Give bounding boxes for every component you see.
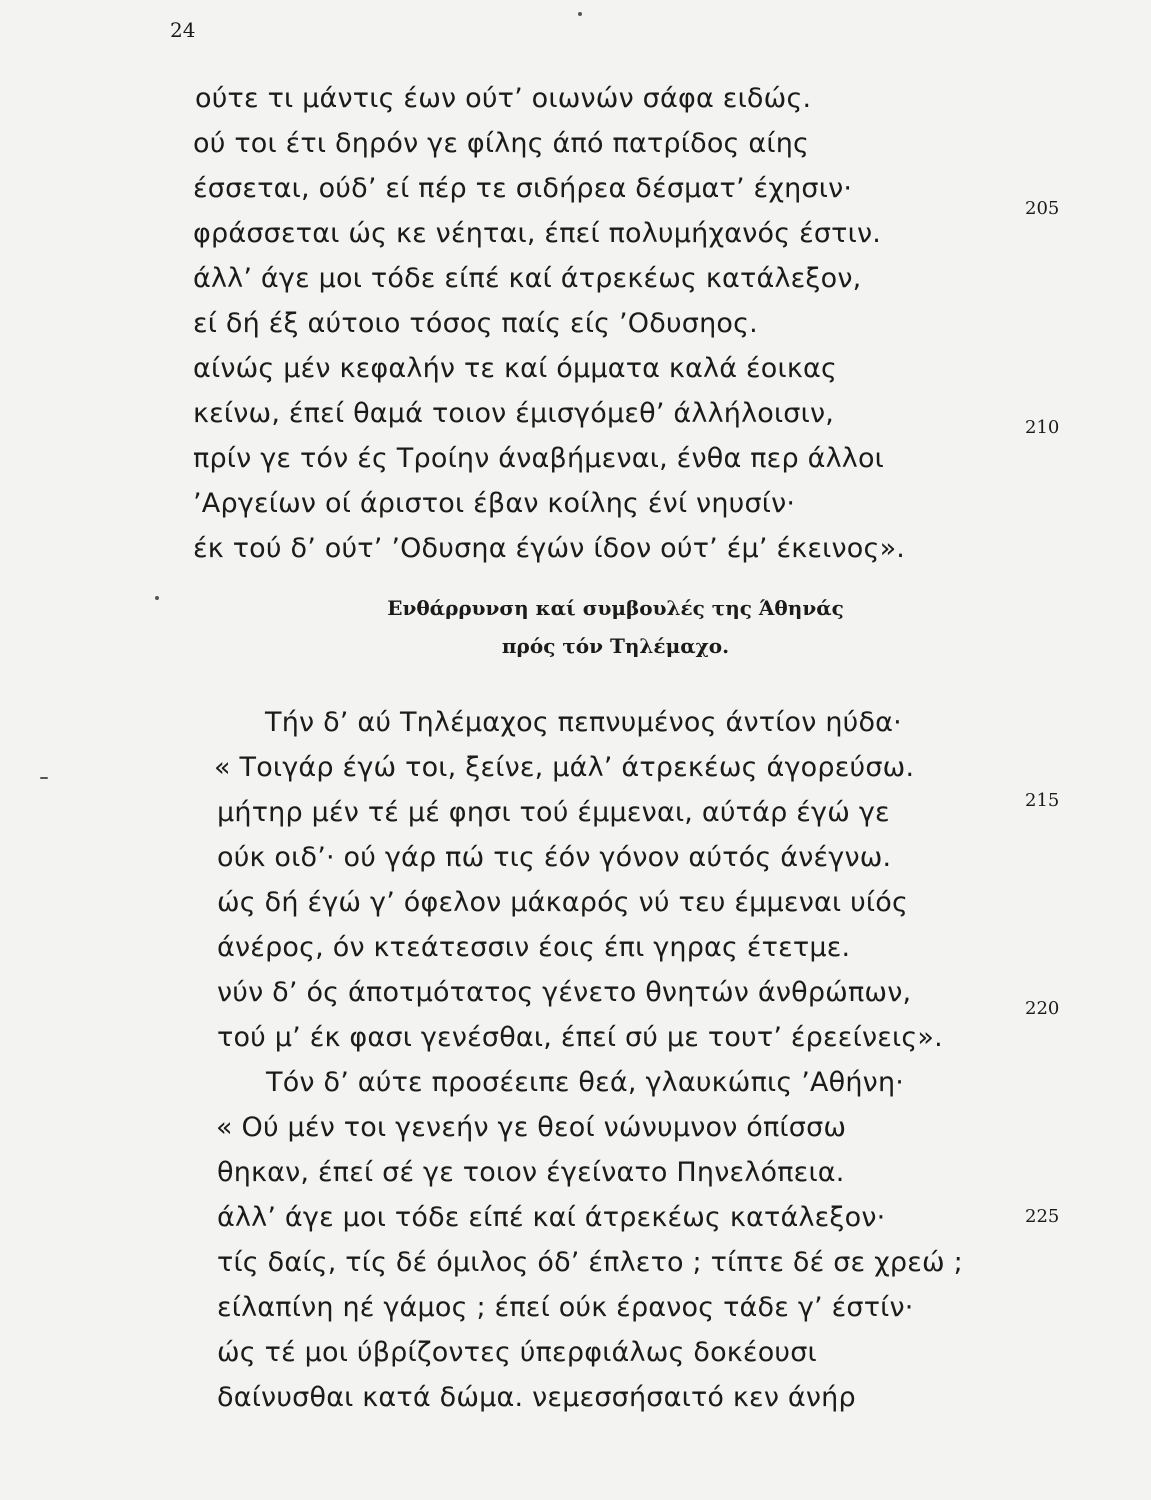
verse-line: άνέρος, όν κτεάτεσσιν έοις έπι γηρας έτετμε.	[217, 932, 851, 963]
verse-line: μήτηρ μέν τέ μέ φησι τού έμμεναι, αύτάρ έγώ γε	[217, 797, 890, 828]
section-heading-line1: Ενθάρρυνση καί συμβουλές της Άθηνάς	[387, 596, 844, 620]
verse-line: ’Αργείων οί άριστοι έβαν κοίλης ένί νηυσίν·	[193, 488, 796, 519]
verse-line: ούτε τι μάντις έων ούτ’ οιωνών σάφα ειδώς.	[195, 83, 812, 114]
line-number: 225	[1025, 1206, 1060, 1227]
verse-line: ώς τέ μοι ύβρίζοντες ύπερφιάλως δοκέουσι	[217, 1337, 817, 1368]
verse-line: άλλ’ άγε μοι τόδε είπέ καί άτρεκέως κατάλεξον,	[193, 263, 862, 294]
verse-line: είλαπίνη ηέ γάμος ; έπεί ούκ έρανος τάδε γ’ έστίν·	[217, 1292, 914, 1323]
line-number: 210	[1025, 417, 1060, 438]
verse-line: κείνω, έπεί θαμά τοιον έμισγόμεθ’ άλλήλοισιν,	[193, 398, 835, 429]
line-number: 205	[1025, 198, 1060, 219]
verse-line: Τόν δ’ αύτε προσέειπε θεά, γλαυκώπις ’Αθήνη·	[266, 1067, 905, 1098]
verse-line: φράσσεται ώς κε νέηται, έπεί πολυμήχανός έστιν.	[193, 218, 882, 249]
verse-line: νύν δ’ ός άποτμότατος γένετο θνητών άνθρώπων,	[217, 977, 912, 1008]
verse-line: « Τοιγάρ έγώ τοι, ξείνε, μάλ’ άτρεκέως άγορεύσω.	[214, 752, 915, 783]
ink-speck	[40, 777, 48, 779]
verse-line: εί δή έξ αύτοιο τόσος παίς είς ’Οδυσηος.	[193, 308, 758, 339]
verse-line: έσσεται, ούδ’ εί πέρ τε σιδήρεα δέσματ’ έχησιν·	[193, 173, 853, 204]
verse-line: δαίνυσθαι κατά δώμα. νεμεσσήσαιτό κεν άνήρ	[217, 1382, 856, 1413]
section-heading-line2: πρός τόν Τηλέμαχο.	[501, 634, 730, 658]
verse-line: ώς δή έγώ γ’ όφελον μάκαρός νύ τευ έμμεναι υίός	[217, 887, 909, 918]
verse-line: έκ τού δ’ ούτ’ ’Οδυσηα έγών ίδον ούτ’ έμ’ έκεινος».	[193, 533, 906, 564]
verse-line: αίνώς μέν κεφαλήν τε καί όμματα καλά έοικας	[193, 353, 838, 384]
page-number: 24	[170, 18, 196, 42]
verse-line: ούκ οιδ’· ού γάρ πώ τις έόν γόνον αύτός άνέγνω.	[217, 842, 892, 873]
verse-line: θηκαν, έπεί σέ γε τοιον έγείνατο Πηνελόπεια.	[217, 1157, 845, 1188]
verse-line: « Ού μέν τοι γενεήν γε θεοί νώνυμνον όπίσσω	[216, 1112, 847, 1143]
verse-line: Τήν δ’ αύ Τηλέμαχος πεπνυμένος άντίον ηύδα·	[265, 707, 902, 738]
line-number: 215	[1025, 790, 1060, 811]
verse-line: άλλ’ άγε μοι τόδε είπέ καί άτρεκέως κατάλεξον·	[217, 1202, 886, 1233]
verse-line: τού μ’ έκ φασι γενέσθαι, έπεί σύ με τουτ’ έρεείνεις».	[217, 1022, 943, 1053]
verse-line: ού τοι έτι δηρόν γε φίλης άπό πατρίδος αίης	[193, 128, 810, 159]
verse-line: πρίν γε τόν ές Τροίην άναβήμεναι, ένθα περ άλλοι	[193, 443, 885, 474]
ink-speck	[578, 12, 582, 16]
verse-line: τίς δαίς, τίς δέ όμιλος όδ’ έπλετο ; τίπτε δέ σε χρεώ ;	[217, 1247, 963, 1278]
line-number: 220	[1025, 998, 1060, 1019]
